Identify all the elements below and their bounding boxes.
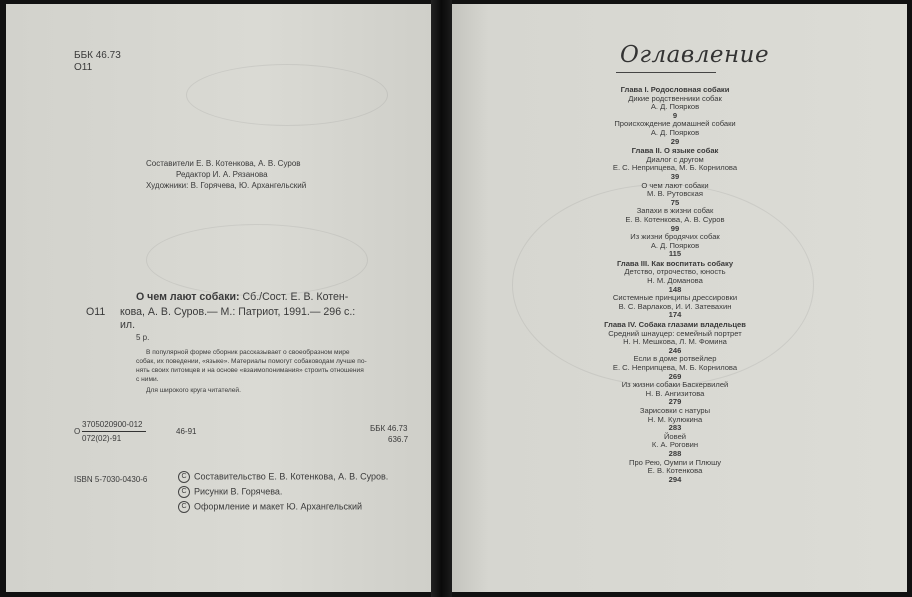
toc-page: 283: [668, 423, 682, 433]
toc-page: 39: [670, 171, 680, 181]
toc-title: Происхождение домашней собаки: [614, 119, 736, 129]
toc-page: 294: [668, 474, 682, 484]
title-underline: [616, 72, 716, 73]
toc-title: О чем лают собаки: [641, 180, 709, 190]
bibliographic-entry-line1-rest: Сб./Сост. Е. В. Котен-: [242, 291, 349, 303]
toc-title: Из жизни собаки Баскервилей: [621, 380, 729, 390]
book-spine: [431, 0, 452, 597]
compilers-line: Составители Е. В. Котенкова, А. В. Суров: [146, 159, 301, 168]
toc-author: А. Д. Поярков: [650, 127, 700, 137]
classification-prefix: О: [74, 427, 81, 436]
annotation-line-3: нять своих питомцев и на основе «взаимопонимания» строить отношения: [136, 367, 364, 374]
copyright-icon: С: [178, 486, 190, 498]
toc-author: Н. М. Кулюкина: [647, 414, 703, 424]
toc-page: 115: [668, 249, 682, 259]
annotation-line-4: с ними.: [136, 376, 159, 383]
toc-author: Н. В. Ангизитова: [645, 388, 705, 398]
copyright-icon: С: [178, 501, 190, 513]
toc-page: 279: [668, 397, 682, 407]
toc-author: В. С. Варлаков, И. И. Затевахин: [618, 301, 732, 311]
table-of-contents: [560, 86, 790, 484]
toc-page: 269: [668, 371, 682, 381]
bbk-bottom-1: ББК 46.73: [370, 424, 408, 433]
bibliographic-entry-line3: ил.: [120, 319, 136, 331]
toc-page: 99: [670, 223, 680, 233]
toc-title: Про Рею, Оумпи и Плюшу: [628, 457, 721, 467]
bibliographic-entry-line2: кова, А. В. Суров.— М.: Патриот, 1991.— 296 с.:: [120, 306, 356, 318]
classification-code-1: 3705020900-012: [82, 420, 143, 429]
toc-chapter: Глава II. О языке собак: [631, 146, 719, 156]
toc-page: 288: [668, 448, 682, 458]
toc-title: Средний шнауцер: семейный портрет: [608, 328, 742, 338]
toc-chapter: Глава IV. Собака глазами владельцев: [604, 320, 746, 330]
toc-title: Из жизни бродячих собак: [630, 232, 720, 242]
annotation-line-2: собак, их поведении, «языке». Материалы помогут собаководам лучше по-: [136, 358, 367, 365]
toc-author: А. Д. Поярков: [650, 102, 700, 112]
copyright-line-3: [178, 501, 362, 513]
toc-title: Детство, отрочество, юность: [624, 267, 726, 277]
toc-title: Запахи в жизни собак: [636, 206, 714, 216]
toc-page: 174: [668, 310, 682, 320]
copyright-text-2: Рисунки В. Горячева.: [194, 486, 283, 497]
toc-chapter: Глава III. Как воспитать собаку: [616, 258, 734, 268]
toc-page: 9: [672, 110, 678, 120]
bbk-bottom-2: 636.7: [388, 435, 409, 444]
contents-title: Оглавление: [620, 42, 770, 68]
toc-page: 148: [668, 284, 682, 294]
toc-title: Зарисовки с натуры: [639, 405, 711, 415]
toc-title: Дикие родственники собак: [628, 93, 722, 103]
toc-author: Н. М. Доманова: [647, 276, 703, 286]
toc-title: Системные принципы дрессировки: [612, 293, 738, 303]
toc-author: Е. С. Неприпцева, М. Б. Корнилова: [612, 163, 738, 173]
toc-author: Е. С. Неприпцева, М. Б. Корнилова: [612, 363, 738, 372]
bleed-through-illustration-2: [146, 224, 368, 296]
annotation-line-5: Для широкого круга читателей.: [146, 387, 241, 394]
copyright-text-1: Составительство Е. В. Котенкова, А. В. Суров.: [194, 471, 389, 482]
toc-author: Е. В. Котенкова, А. В. Суров: [625, 214, 725, 224]
toc-title: Если в доме ротвейлер: [633, 354, 717, 364]
isbn: ISBN 5-7030-0430-6: [74, 475, 148, 484]
toc-author: К. А. Роговин: [651, 440, 699, 450]
bibliographic-entry-line1: [136, 291, 348, 303]
toc-author: Е. В. Котенкова: [647, 466, 703, 476]
copyright-line-1: [178, 471, 388, 483]
annotation-line-1: В популярной форме сборник рассказывает о своеобразном мире: [146, 349, 350, 356]
toc-title: Диалог с другом: [646, 154, 704, 164]
classification-fraction-line: [82, 431, 146, 432]
toc-author: Н. Н. Мешкова, Л. М. Фомина: [623, 337, 727, 347]
toc-chapter: Глава I. Родословная собаки: [620, 85, 730, 94]
toc-page: 75: [670, 197, 680, 207]
artists-line: Художники: В. Горячева, Ю. Архангельский: [146, 181, 307, 190]
book-title-bold: О чем лают собаки:: [136, 291, 240, 303]
bleed-through-illustration: [186, 64, 388, 126]
toc-author: М. В. Рутовская: [647, 189, 703, 199]
editor-line: Редактор И. А. Рязанова: [176, 170, 268, 179]
author-sign-code: О11: [74, 62, 93, 73]
copyright-line-2: [178, 486, 282, 498]
toc-page: 246: [668, 345, 682, 355]
toc-author: А. Д. Поярков: [650, 240, 700, 250]
toc-title: Йовей: [663, 431, 687, 441]
copyright-text-3: Оформление и макет Ю. Архангельский: [194, 501, 363, 512]
classification-suffix: 46-91: [176, 427, 197, 436]
price: 5 р.: [136, 333, 150, 342]
bibliographic-code: О11: [86, 306, 106, 318]
bbk-code: ББК 46.73: [74, 50, 121, 61]
toc-page: 29: [670, 136, 680, 146]
bleed-through-title: [156, 44, 169, 90]
copyright-icon: С: [178, 471, 190, 483]
classification-code-2: 072(02)-91: [82, 434, 122, 443]
